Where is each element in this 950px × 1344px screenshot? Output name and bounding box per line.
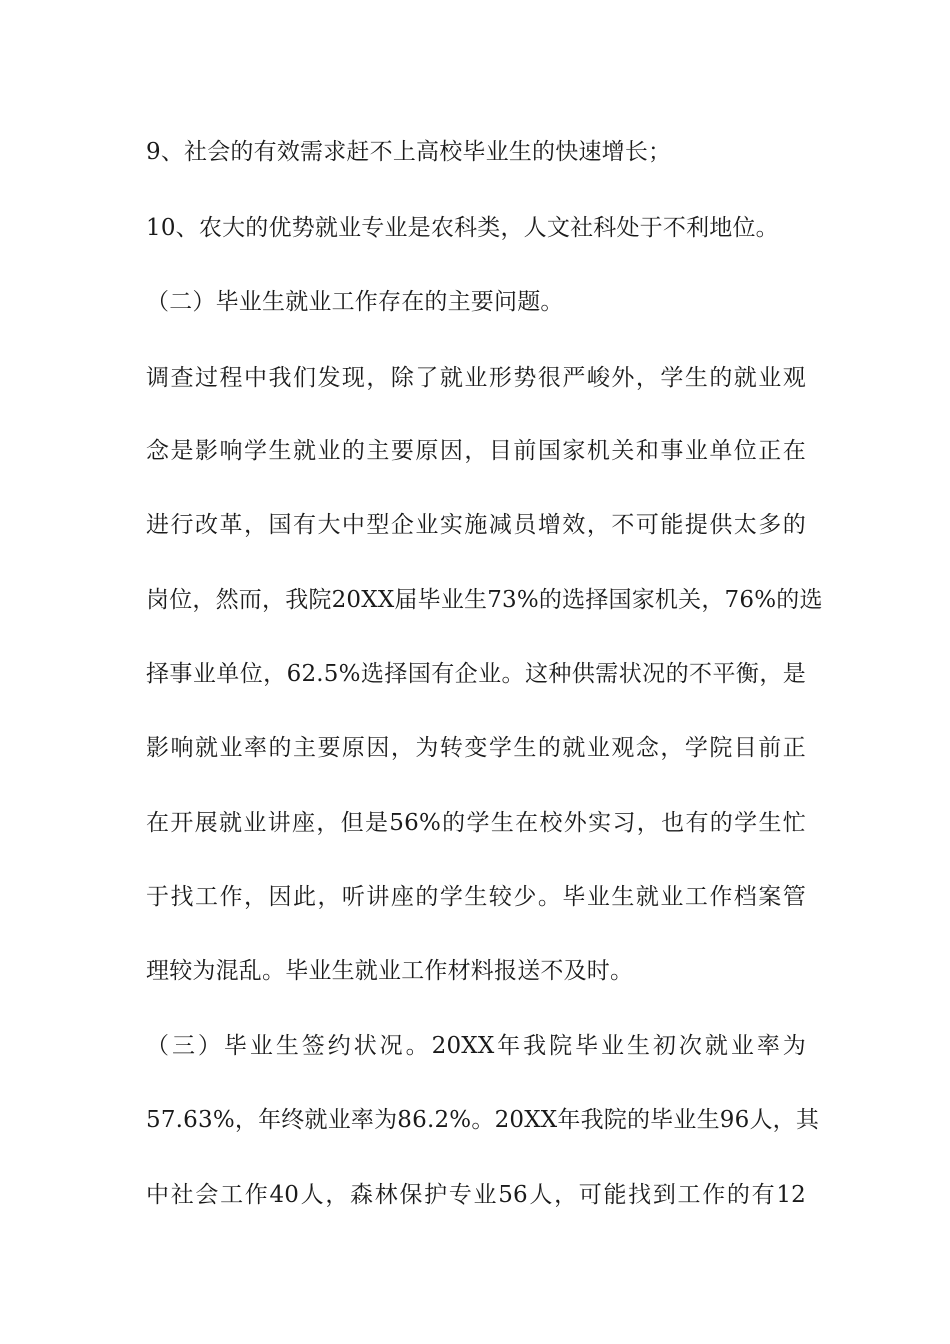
- paragraph-line: 57.63%，年终就业率为86.2%。20XX年我院的毕业生96人，其: [146, 1107, 820, 1133]
- paragraph-line: 调查过程中我们发现，除了就业形势很严峻外，学生的就业观: [146, 365, 806, 391]
- paragraph-line: 理较为混乱。毕业生就业工作材料报送不及时。: [146, 958, 634, 984]
- paragraph-line: 念是影响学生就业的主要原因，目前国家机关和事业单位正在: [146, 438, 806, 464]
- paragraph-line: 岗位，然而，我院20XX届毕业生73%的选择国家机关，76%的选: [146, 587, 823, 613]
- paragraph-line: 进行改革，国有大中型企业实施减员增效，不可能提供太多的: [146, 512, 806, 538]
- section-heading-3: （三）毕业生签约状况。20XX年我院毕业生初次就业率为: [146, 1033, 806, 1059]
- paragraph-line: 于找工作，因此，听讲座的学生较少。毕业生就业工作档案管: [146, 884, 806, 910]
- paragraph-line: 在开展就业讲座，但是56%的学生在校外实习，也有的学生忙: [146, 810, 806, 836]
- section-heading-2: （二）毕业生就业工作存在的主要问题。: [146, 289, 564, 315]
- list-item-9: 9、社会的有效需求赶不上高校毕业生的快速增长；: [146, 139, 672, 165]
- paragraph-line: 影响就业率的主要原因，为转变学生的就业观念，学院目前正: [146, 735, 806, 761]
- list-item-10: 10、农大的优势就业专业是农科类，人文社科处于不利地位。: [146, 215, 779, 241]
- paragraph-line: 中社会工作40人，森林保护专业56人，可能找到工作的有12: [146, 1182, 806, 1208]
- paragraph-line: 择事业单位，62.5%选择国有企业。这种供需状况的不平衡，是: [146, 661, 806, 687]
